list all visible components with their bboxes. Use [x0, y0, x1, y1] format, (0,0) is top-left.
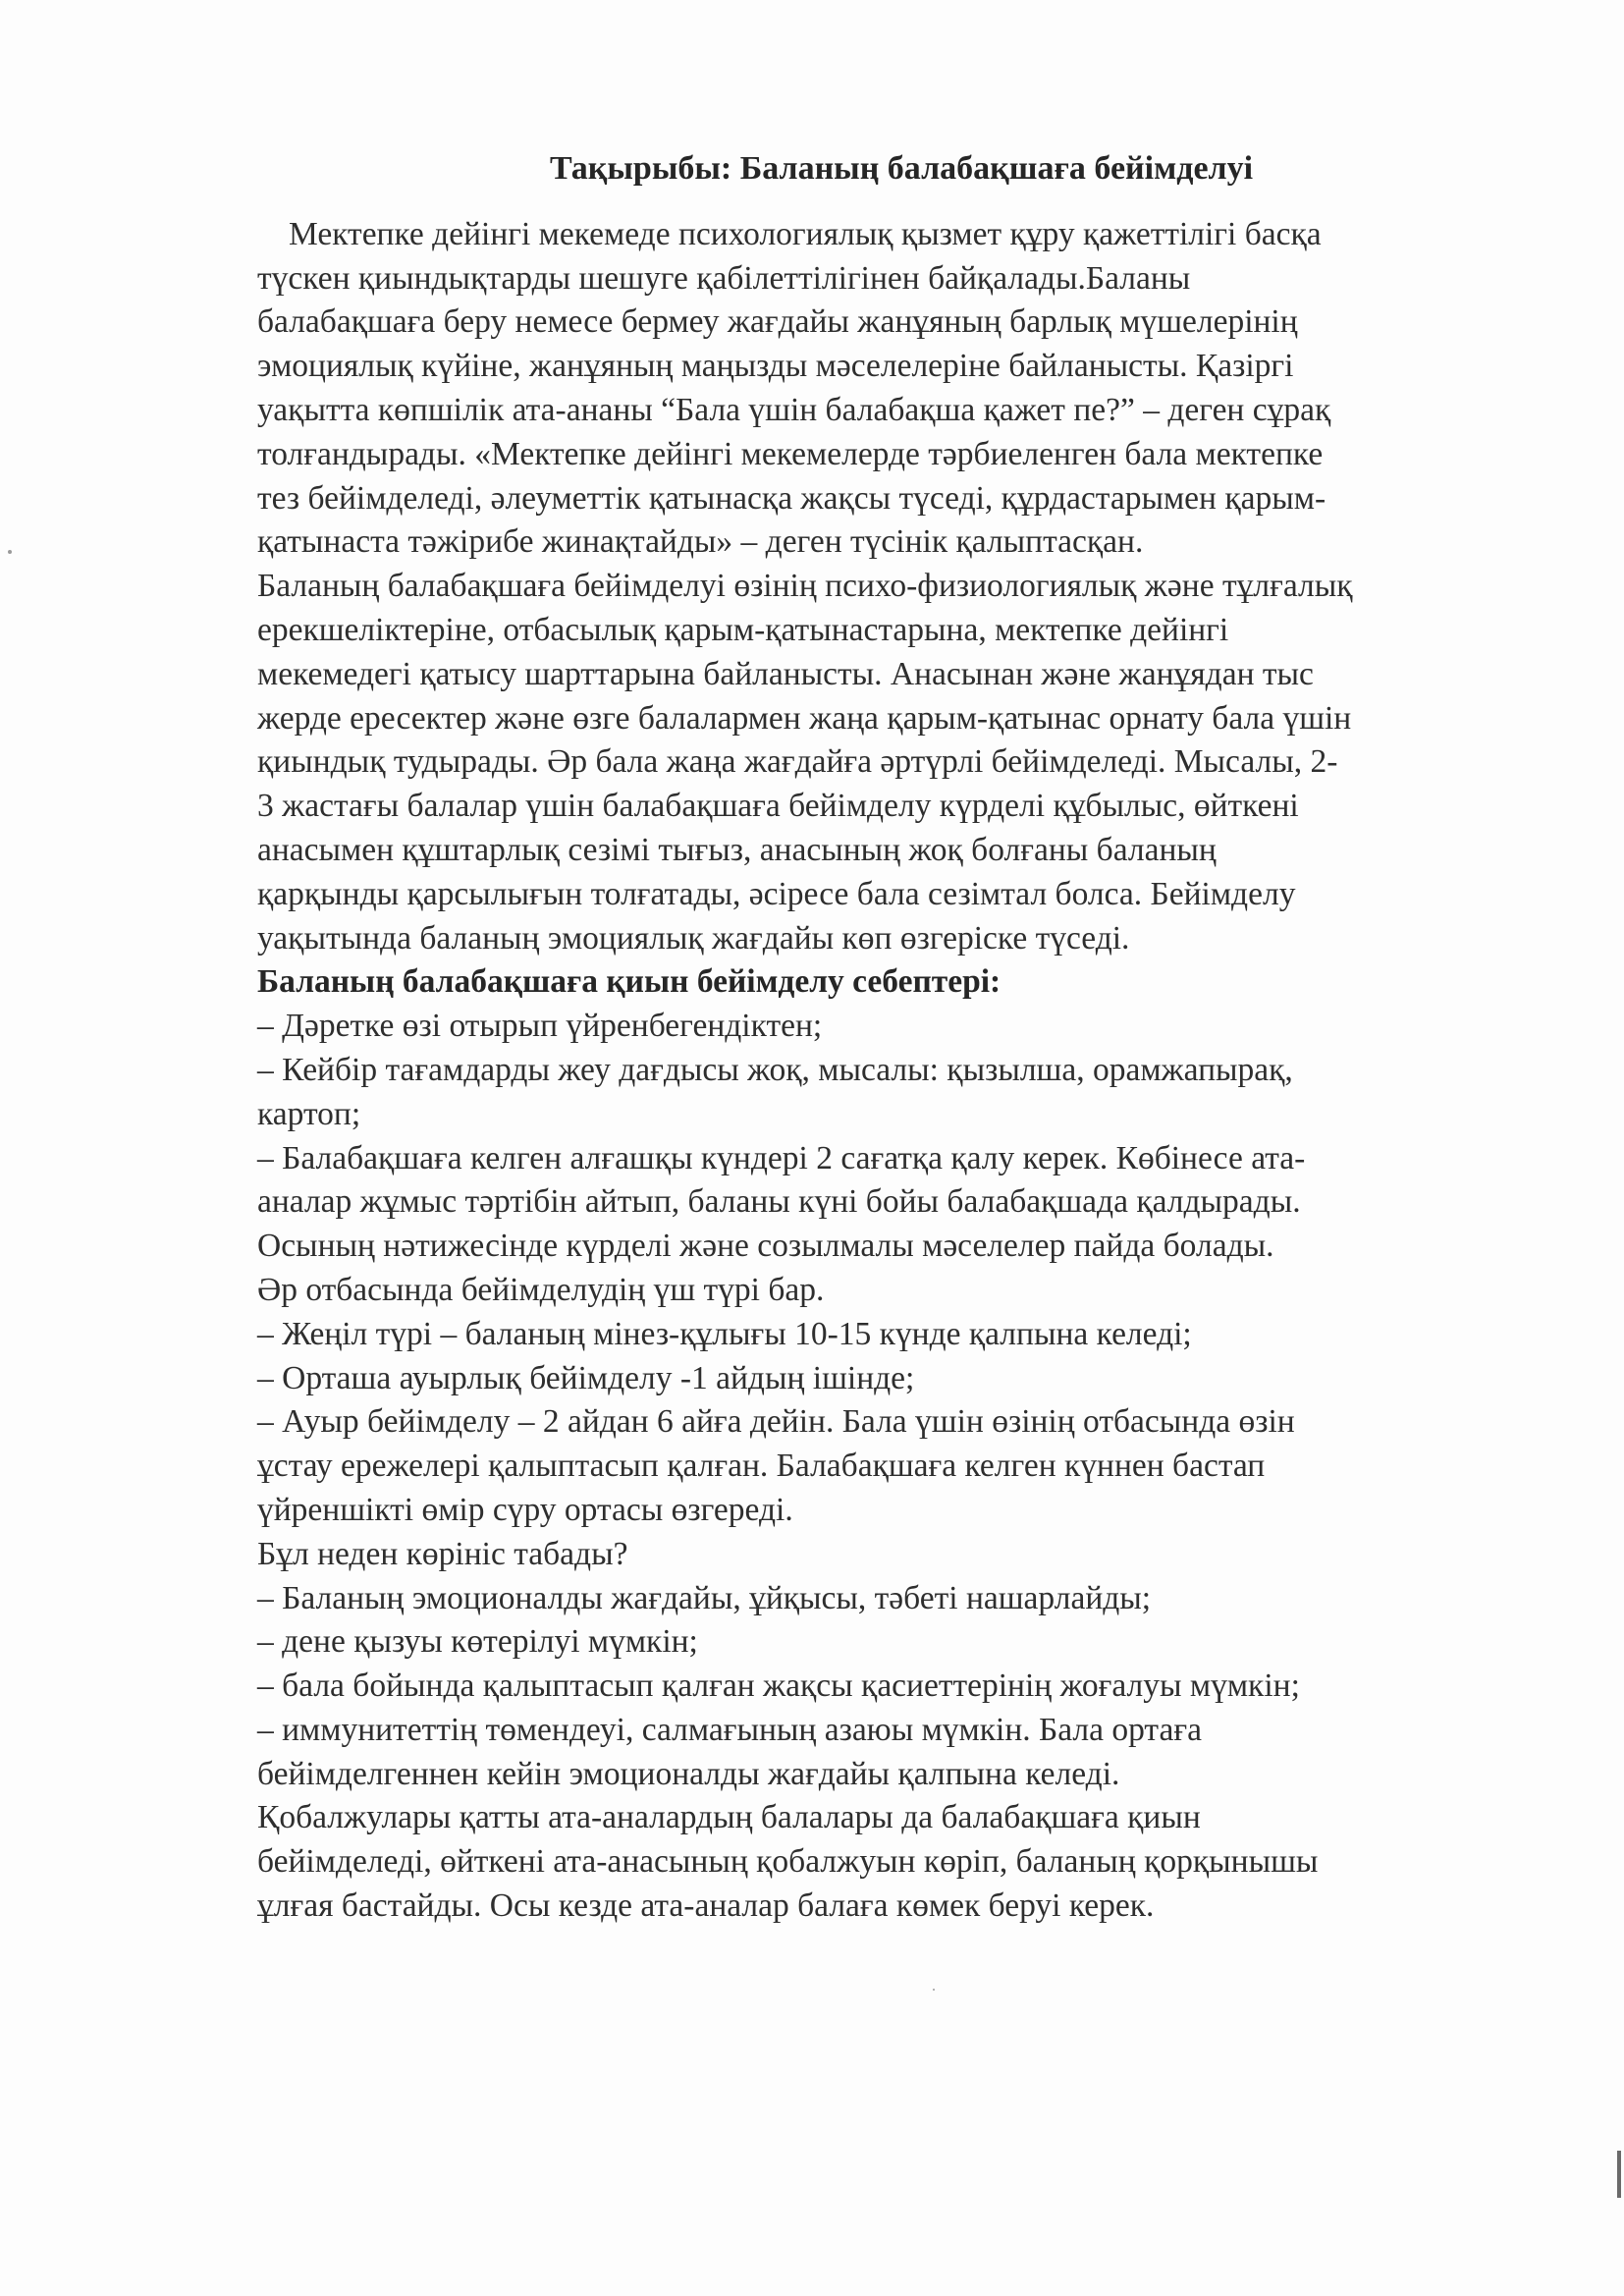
list-item: – Орташа ауырлық бейімделу -1 айдың ішінде; — [257, 1359, 915, 1396]
paragraph-line: қиындық тудырады. Әр бала жаңа жағдайға әртүрлі бейімделеді. Мысалы, 2- — [257, 743, 1338, 781]
paragraph-line: ерекшеліктеріне, отбасылық қарым-қатынастарына, мектепке дейінгі — [257, 611, 1229, 648]
paragraph-line: қатынаста тәжірибе жинақтайды» – деген түсінік қалыптасқан. — [257, 523, 1144, 561]
list-item: – Балабақшаға келген алғашқы күндері 2 сағатқа қалу керек. Көбінесе ата- — [257, 1139, 1306, 1176]
paragraph-line: анасымен құштарлық сезімі тығыз, анасының жоқ болғаны баланың — [257, 831, 1217, 868]
list-item-continuation: аналар жұмыс тәртібін айтып, баланы күні бойы балабақшада қалдырады. — [257, 1183, 1301, 1221]
paragraph-line: уақытта көпшілік ата-ананы “Бала үшін балабақша қажет пе?” – деген сұрақ — [257, 391, 1331, 428]
list-item-continuation: картоп; — [257, 1095, 361, 1132]
paragraph-line: Әр отбасында бейімделудің үш түрі бар. — [257, 1271, 825, 1308]
list-item: – бала бойында қалыптасып қалған жақсы қасиеттерінің жоғалуы мүмкін; — [257, 1667, 1300, 1705]
paragraph-line: қарқынды қарсылығын толғатады, әсіресе бала сезімтал болса. Бейімделу — [257, 875, 1296, 912]
paragraph-line: ұлғая бастайды. Осы кезде ата-аналар балаға көмек беруі керек. — [257, 1887, 1155, 1925]
list-item: – Баланың эмоционалды жағдайы, ұйқысы, тәбеті нашарлайды; — [257, 1579, 1152, 1616]
list-item-continuation: үйреншікті өмір сүру ортасы өзгереді. — [257, 1491, 793, 1528]
list-item-continuation: бейімделгеннен кейін эмоционалды жағдайы қалпына келеді. — [257, 1755, 1120, 1792]
paragraph-line: жерде ересектер және өзге балалармен жаңа қарым-қатынас орнату бала үшін — [257, 699, 1352, 737]
document-title: Тақырыбы: Баланың балабақшаға бейімделуі — [549, 150, 1254, 187]
list-item: – дене қызуы көтерілуі мүмкін; — [257, 1623, 698, 1661]
list-item: – Дәретке өзі отырып үйренбегендіктен; — [257, 1008, 823, 1045]
scan-speck — [933, 1989, 935, 1991]
list-item-continuation: ұстау ережелері қалыптасып қалған. Балабақшаға келген күннен бастап — [257, 1448, 1266, 1485]
paragraph-line: мекемедегі қатысу шарттарына байланысты. Анасынан және жанұядан тыс — [257, 655, 1314, 692]
paragraph-line: Бұл неден көрініс табады? — [257, 1535, 628, 1572]
paragraph-line: уақытында баланың эмоциялық жағдайы көп өзгеріске түседі. — [257, 919, 1130, 957]
section-heading: Баланың балабақшаға қиын бейімделу себептері: — [257, 963, 1001, 1001]
paragraph-line: тез бейімделеді, әлеуметтік қатынасқа жақсы түседі, құрдастарымен қарым- — [257, 479, 1326, 517]
list-item: – Кейбір тағамдарды жеу дағдысы жоқ, мысалы: қызылша, орамжапырақ, — [257, 1051, 1293, 1088]
paragraph-line: түскен қиындықтарды шешуге қабілеттілігінен байқалады.Баланы — [257, 259, 1191, 297]
scan-speck — [8, 550, 12, 554]
paragraph-line: балабақшаға беру немесе бермеу жағдайы жанұяның барлық мүшелерінің — [257, 303, 1298, 341]
paragraph-line: Баланың балабақшаға бейімделуі өзінің психо-физиологиялық және тұлғалық — [257, 568, 1353, 605]
paragraph-line: Қобалжулары қатты ата-аналардың балалары да балабақшаға қиын — [257, 1799, 1201, 1836]
paragraph-line: Мектепке дейінгі мекемеде психологиялық қызмет құру қажеттілігі басқа — [289, 215, 1322, 252]
scan-edge-mark — [1617, 2151, 1621, 2198]
paragraph-line: бейімделеді, өйткені ата-анасының қобалжуын көріп, баланың қорқынышы — [257, 1843, 1319, 1881]
list-item: – иммунитеттің төмендеуі, салмағының азаюы мүмкін. Бала ортаға — [257, 1711, 1202, 1748]
list-item-continuation: Осының нәтижесінде күрделі және созылмалы мәселелер пайда болады. — [257, 1228, 1274, 1265]
list-item: – Жеңіл түрі – баланың мінез-құлығы 10-15 күнде қалпына келеді; — [257, 1315, 1192, 1352]
list-item: – Ауыр бейімделу – 2 айдан 6 айға дейін. Бала үшін өзінің отбасында өзін — [257, 1403, 1295, 1441]
paragraph-line: 3 жастағы балалар үшін балабақшаға бейімделу күрделі құбылыс, өйткені — [257, 788, 1299, 825]
paragraph-line: эмоциялық күйіне, жанұяның маңызды мәселелеріне байланысты. Қазіргі — [257, 348, 1294, 385]
document-body — [257, 147, 1487, 1929]
paragraph-line: толғандырады. «Мектепке дейінгі мекемелерде тәрбиеленген бала мектепке — [257, 435, 1324, 472]
